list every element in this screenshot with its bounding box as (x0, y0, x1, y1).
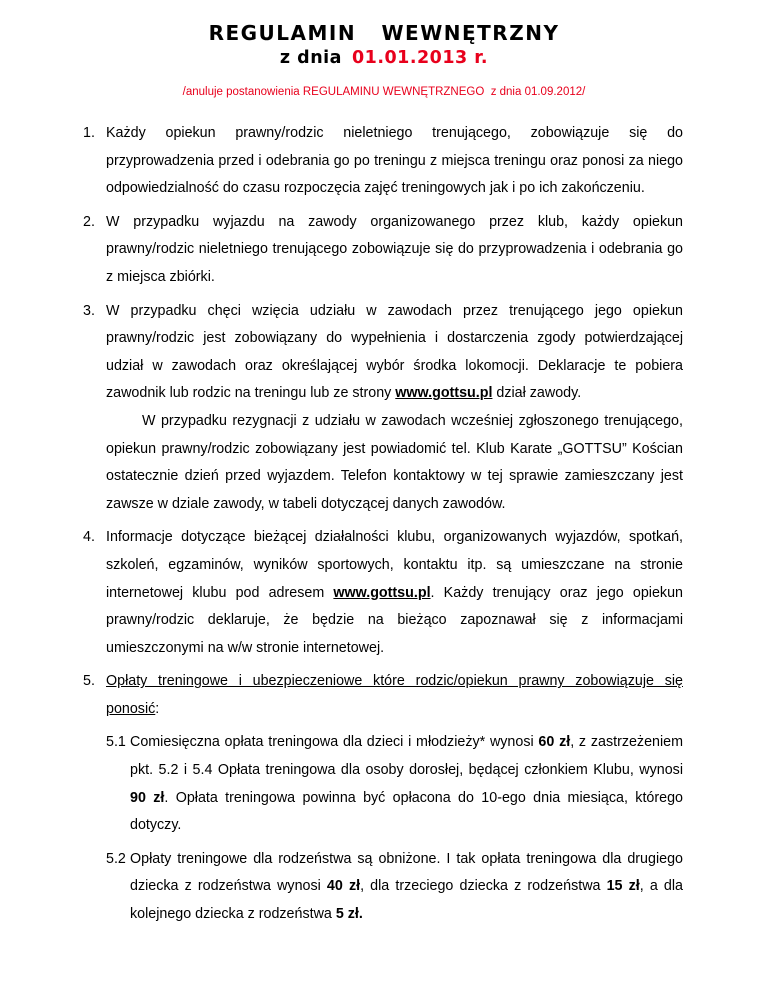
document-subtitle (0, 46, 768, 70)
rule-text (106, 524, 683, 662)
rule-number: 5. (83, 673, 95, 690)
rule-number: 1. (83, 125, 95, 141)
fee-amount: 60 zł (538, 734, 571, 751)
fee-amount: 40 zł (326, 878, 361, 895)
subrule-item (83, 846, 683, 929)
rules-list (83, 120, 683, 929)
subrule-number: 5.2 (106, 850, 126, 867)
rule-text-part: . Każdy trenujący oraz jego opiekun prawny/rodzic deklaruje, że będzie na bieżąco zapoznawał się z informacjami umieszczonymi na w/w stronie internetowej. (106, 584, 683, 656)
rule-number: 3. (83, 302, 95, 319)
rule-item (83, 298, 683, 519)
subtitle-prefix: z dnia (279, 48, 342, 68)
rule-paragraph: W przypadku rezygnacji z udziału w zawodach wcześniej zgłoszonego trenującego, opiekun prawny/rodzic zobowiązany jest powiadomić tel. Klub Karate „GOTTSU” Kościan ostatecznie dzień przed wyjazdem. Telefon kontaktowy w tej sprawie zamieszczany jest zawsze w dziale zawody, w tabeli dotyczącej danych zawodów. (106, 412, 683, 512)
rule-text-part: : (155, 700, 160, 717)
rule-text: Każdy opiekun prawny/rodzic nieletniego trenującego, zobowiązuje się do przyprowadzenia przed i odebrania go po treningu z miejsca treningu oraz ponosi za niego odpowiedzialność do czasu rozpoczęcia zajęć treningowych jak i po ich zakończeniu. (106, 125, 683, 197)
rule-item (83, 668, 683, 928)
rule-text: W przypadku wyjazdu na zawody organizowanego przez klub, każdy opiekun prawny/rodzic nieletniego trenującego zobowiązuje się do przyprowadzenia i odebrania go z miejsca zbiórki. (106, 213, 683, 285)
website-link[interactable]: www.gottsu.pl (395, 385, 493, 402)
rule-text-part: dział zawody. (492, 385, 582, 402)
subrule-text-part: , dla trzeciego dziecka z rodzeństwa (360, 878, 607, 895)
subrule-number: 5.1 (106, 734, 126, 751)
subrule-item (83, 729, 683, 839)
subrule-text-part: Opłaty treningowe dla rodzeństwa są obniżone. I tak opłata treningowa dla drugiego dziecka z rodzeństwa wynosi (130, 850, 683, 895)
rule-item (83, 209, 683, 292)
rule-item (83, 524, 683, 662)
subrule-text-part: , a dla kolejnego dziecka z rodzeństwa (130, 878, 684, 923)
subrule-text-part: Comiesięczna opłata treningowa dla dzieci i młodzieży* wynosi (130, 734, 539, 751)
subtitle-date: 01.01.2013 r. (351, 48, 489, 68)
document-title: REGULAMIN WEWNĘTRZNY (208, 21, 560, 45)
fee-amount: 5 zł. (335, 906, 363, 923)
rule-text (106, 298, 683, 408)
subrule-text-part: . Opłata treningowa powinna być opłacona do 10-ego dnia miesiąca, którego dotyczy. (130, 789, 683, 834)
website-link[interactable]: www.gottsu.pl (333, 584, 431, 601)
fee-amount: 90 zł (130, 789, 165, 806)
rule-number: 4. (83, 529, 95, 546)
rule-text (106, 668, 683, 723)
rule-heading-underlined: Opłaty treningowe i ubezpieczeniowe które rodzic/opiekun prawny zobowiązuje się ponosić (106, 673, 683, 717)
annulment-note: /anuluje postanowienia REGULAMINU WEWNĘTRZNEGO z dnia 01.09.2012/ (182, 86, 586, 98)
rule-text-part: W przypadku chęci wzięcia udziału w zawodach przez trenującego jego opiekun prawny/rodzic jest zobowiązany do wypełnienia i dostarczenia zgody potwierdzającej udział w zawodach oraz określającej wybór środka lokomocji. Deklaracje te pobiera zawodnik lub rodzic na treningu lub ze strony (106, 302, 683, 402)
subrule-text-part: , z zastrzeżeniem pkt. 5.2 i 5.4 Opłata treningowa dla osoby dorosłej, będącej członkiem Klubu, wynosi (130, 734, 684, 779)
rule-item (83, 120, 683, 203)
rule-text-part: Informacje dotyczące bieżącej działalności klubu, organizowanych wyjazdów, spotkań, szkoleń, egzaminów, wyników sportowych, kontaktu itp. są umieszczane na stronie internetowej klubu pod adresem (106, 529, 683, 601)
fee-amount: 15 zł (606, 878, 640, 895)
title-block (0, 20, 768, 70)
rule-number: 2. (83, 213, 95, 230)
